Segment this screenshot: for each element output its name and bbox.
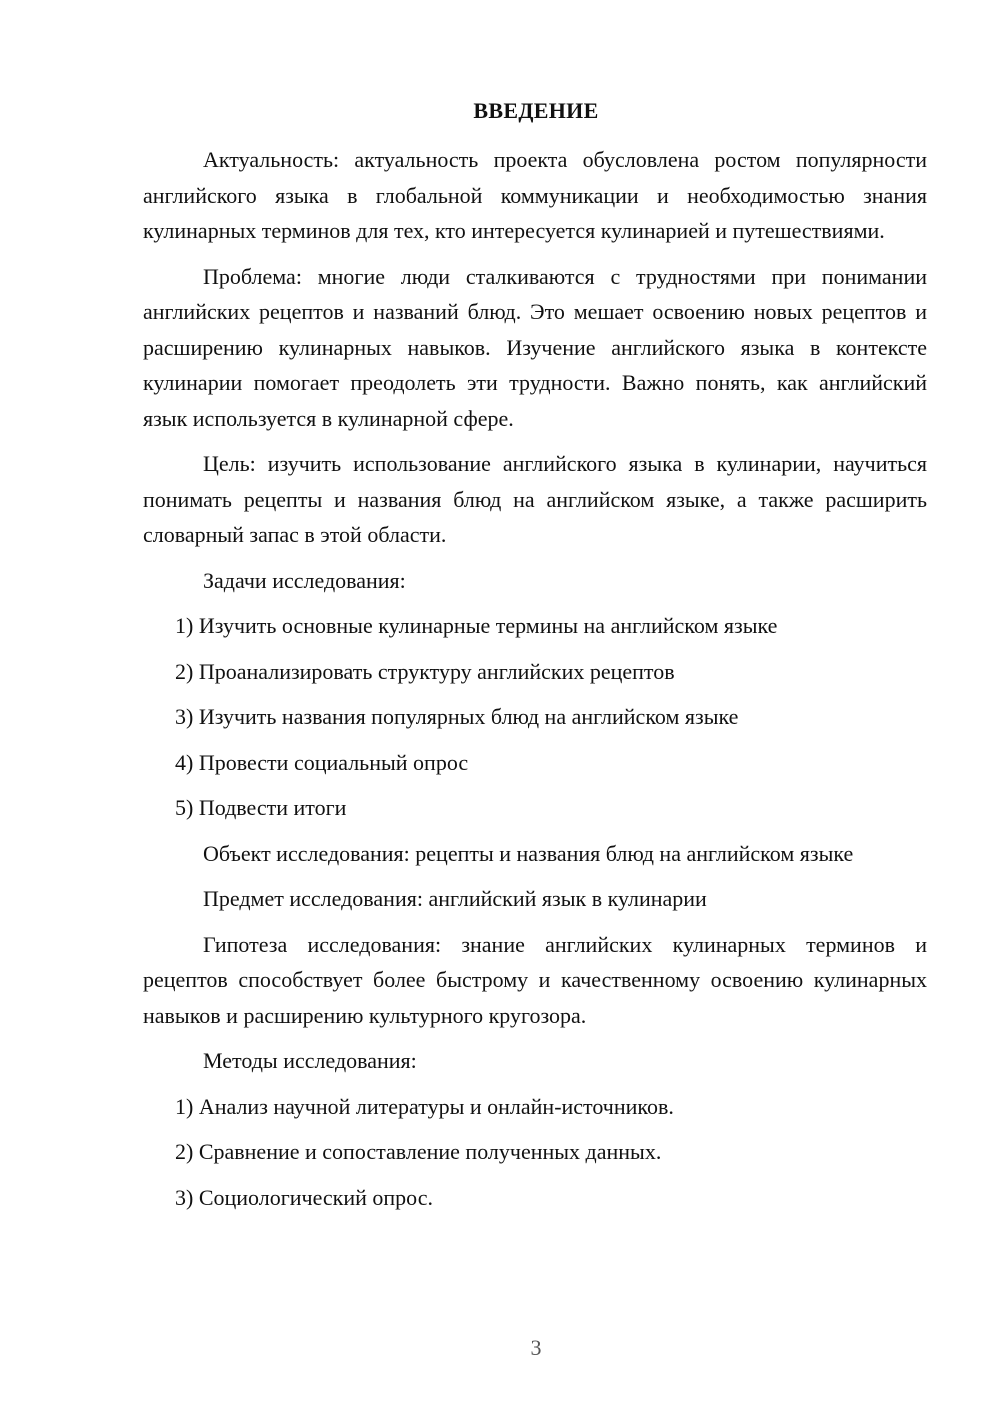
- list-item: 1) Анализ научной литературы и онлайн-источников.: [175, 1093, 674, 1119]
- tasks-list: [143, 608, 927, 826]
- methods-heading: Методы исследования:: [203, 1048, 417, 1073]
- list-item: 1) Изучить основные кулинарные термины на английском языке: [175, 613, 778, 638]
- list-item: 4) Провести социальный опрос: [175, 749, 469, 775]
- hypothesis-paragraph: Гипотеза исследования: знание английских кулинарных терминов и рецептов способствует более быстрому и качественному освоению кулинарных навыков и расширению культурного кругозора.: [143, 931, 927, 1028]
- list-item: 3) Изучить названия популярных блюд на английском языке: [175, 704, 739, 729]
- object-paragraph: Объект исследования: рецепты и названия блюд на английском языке: [203, 840, 854, 866]
- relevance-paragraph: Актуальность: актуальность проекта обусловлена ростом популярности английского языка в глобальной коммуникации и необходимостью знания кулинарных терминов для тех, кто интересуется кулинарией и путешествиями.: [143, 147, 927, 243]
- subject-paragraph: Предмет исследования: английский язык в кулинарии: [203, 886, 707, 911]
- list-item: 3) Социологический опрос.: [175, 1184, 433, 1210]
- document-body: [143, 142, 927, 1225]
- section-title: ВВЕДЕНИЕ: [473, 98, 599, 123]
- page-number: 3: [530, 1335, 542, 1360]
- problem-paragraph: Проблема: многие люди сталкиваются с трудностями при понимании английских рецептов и названий блюд. Это мешает освоению новых рецептов и расширению кулинарных навыков. Изучение английского языка в контексте кулинарии помогает преодолеть эти трудности. Важно понять, как английский язык используется в кулинарной сфере.: [143, 263, 927, 431]
- list-item: 2) Проанализировать структуру английских рецептов: [175, 658, 675, 684]
- tasks-heading: Задачи исследования:: [203, 567, 406, 593]
- list-item: 5) Подвести итоги: [175, 795, 347, 820]
- list-item: 2) Сравнение и сопоставление полученных данных.: [175, 1139, 662, 1164]
- methods-list: [143, 1089, 927, 1216]
- goal-paragraph: Цель: изучить использование английского языка в кулинарии, научиться понимать рецепты и названия блюд на английском языке, а также расширить словарный запас в этой области.: [143, 451, 927, 547]
